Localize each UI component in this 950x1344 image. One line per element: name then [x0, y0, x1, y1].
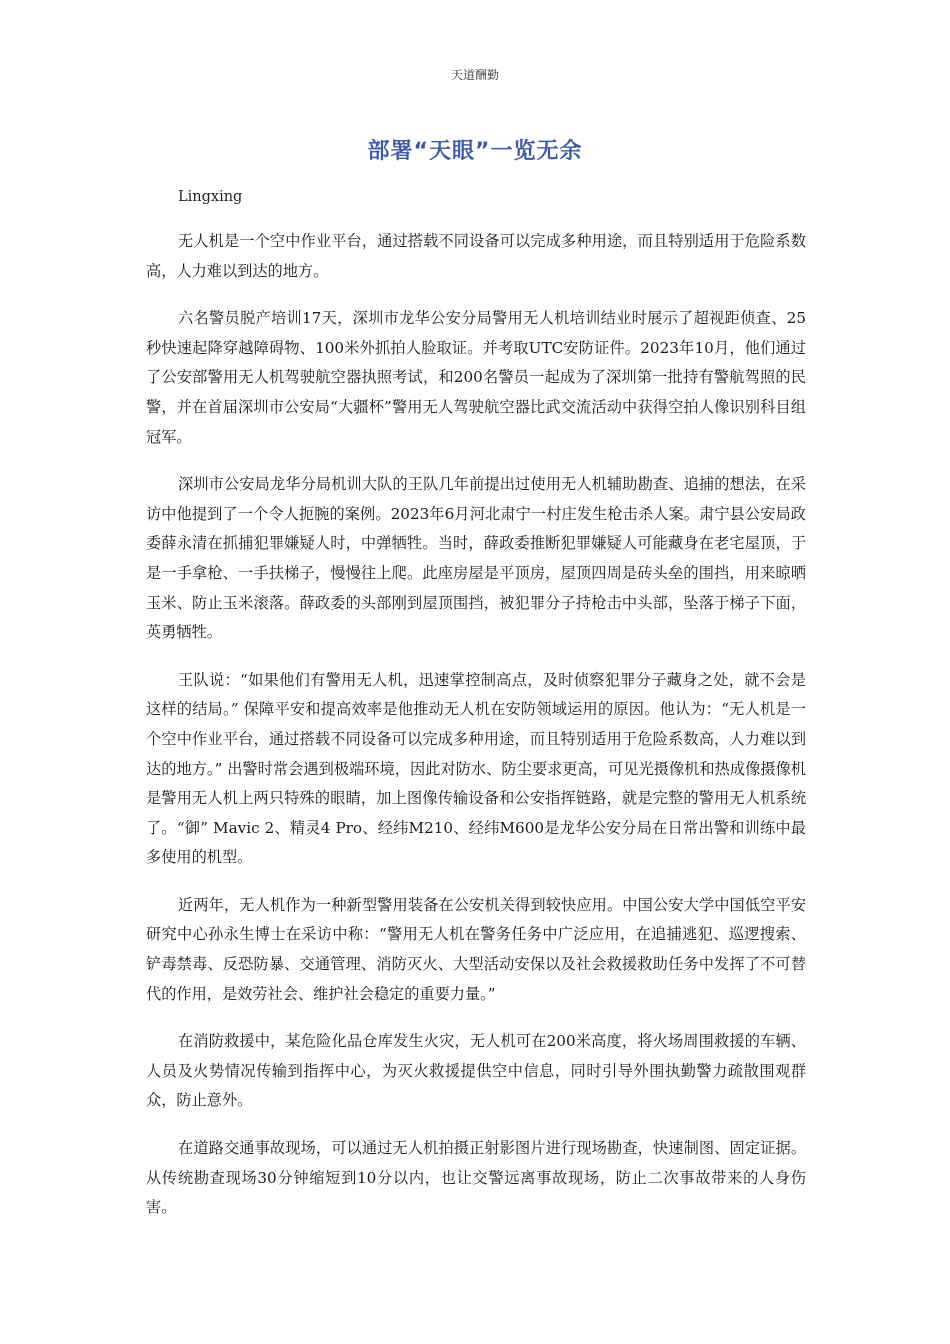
- paragraph: 在消防救援中，某危险化品仓库发生火灾，无人机可在200米高度，将火场周围救援的车辆、人员及火势情况传输到指挥中心，为灭火救援提供空中信息，同时引导外围执勤警力疏散围观群众，防止意外。: [146, 1032, 806, 1110]
- running-header: 天道酬勤: [450, 68, 499, 82]
- paragraph: 无人机是一个空中作业平台，通过搭载不同设备可以完成多种用途，而且特别适用于危险系数高，人力难以到达的地方。: [146, 232, 806, 280]
- paragraph: 王队说：“如果他们有警用无人机，迅速掌控制高点，及时侦察犯罪分子藏身之处，就不会是这样的结局。” 保障平安和提高效率是他推动无人机在安防领域运用的原因。他认为：“无人机是一个空中作业平台，通过搭载不同设备可以完成多种用途，而且特别适用于危险系数高，人力难以到达的地方。” 出警时常会遇到极端环境，因此对防水、防尘要求更高，可见光摄像机和热成像摄像机是警用无人机上两只特殊的眼睛，加上图像传输设备和公安指挥链路，就是完整的警用无人机系统了。“御” Mavic 2、精灵4 Pro、经纬M210、经纬M600是龙华公安分局在日常出警和训练中最多使用的机型。: [146, 670, 806, 867]
- article-title: 部署“天眼”一览无余: [367, 139, 583, 164]
- article-author: Lingxing: [178, 189, 243, 205]
- paragraph: 六名警员脱产培训17天，深圳市龙华公安分局警用无人机培训结业时展示了超视距侦查、25秒快速起降穿越障碍物、100米外抓拍人脸取证。并考取UTC安防证件。2023年10月，他们通过了公安部警用无人机驾驶航空器执照考试，和200名警员一起成为了深圳第一批持有警航驾照的民警，并在首届深圳市公安局“大疆杯”警用无人驾驶航空器比武交流活动中获得空拍人像识别科目组冠军。: [146, 309, 806, 446]
- paragraph: 在道路交通事故现场，可以通过无人机拍摄正射影图片进行现场勘查，快速制图、固定证据。从传统勘查现场30分钟缩短到10分以内，也让交警远离事故现场，防止二次事故带来的人身伤害。: [146, 1139, 806, 1217]
- paragraph: 深圳市公安局龙华分局机训大队的王队几年前提出过使用无人机辅助勘查、追捕的想法，在采访中他提到了一个令人扼腕的案例。2023年6月河北肃宁一村庄发生枪击杀人案。肃宁县公安局政委薛永清在抓捕犯罪嫌疑人时，中弹牺牲。当时，薛政委推断犯罪嫌疑人可能藏身在老宅屋顶，于是一手拿枪、一手扶梯子，慢慢往上爬。此座房屋是平顶房，屋顶四周是砖头垒的围挡，用来晾晒玉米、防止玉米滚落。薛政委的头部刚到屋顶围挡，被犯罪分子持枪击中头部，坠落于梯子下面，英勇牺牲。: [146, 475, 806, 642]
- paragraph: 近两年，无人机作为一种新型警用装备在公安机关得到较快应用。中国公安大学中国低空平安研究中心孙永生博士在采访中称：“警用无人机在警务任务中广泛应用，在追捕逃犯、巡逻搜索、铲毒禁毒、反恐防暴、交通管理、消防灭火、大型活动安保以及社会救援救助任务中发挥了不可替代的作用，是效劳社会、维护社会稳定的重要力量。”: [146, 895, 806, 1003]
- article-body: [146, 227, 806, 1241]
